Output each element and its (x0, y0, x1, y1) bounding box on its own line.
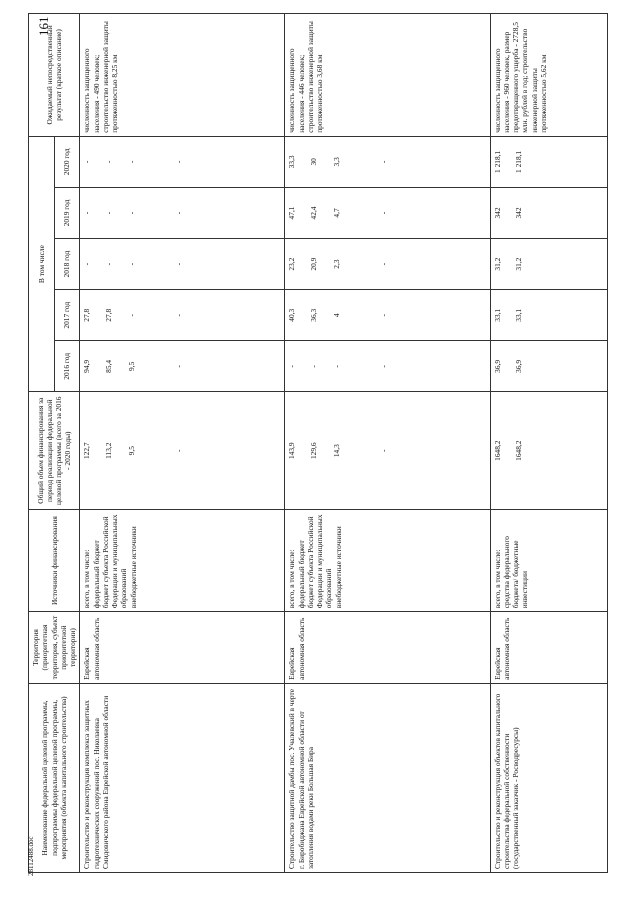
header-including: В том числе (29, 136, 55, 392)
line-y2019: 4,7 (331, 208, 341, 218)
line-y2020: 33,3 (287, 155, 297, 169)
table-row (285, 14, 490, 873)
line-y2018: 2,3 (331, 259, 341, 269)
line-y2017: 40,3 (287, 308, 297, 322)
line-y2019: 42,4 (308, 206, 318, 220)
row-source-column (285, 510, 490, 612)
line-y2017: - (174, 313, 183, 317)
line-y2018: - (82, 262, 92, 266)
line-y2016: 36,9 (513, 359, 523, 373)
row-y2020-column (285, 136, 490, 187)
row-name: Строительство и реконструкция объектов капитального строительства федеральной собственности (государственный заказчик - Росводресурсы) (490, 683, 607, 872)
table-row (80, 14, 285, 873)
line-y2020: 30 (308, 158, 318, 166)
row-y2019-column (285, 187, 490, 238)
row-y2017-column (490, 290, 607, 341)
line-y2018: - (126, 262, 136, 266)
line-y2020: 1 218,1 (513, 150, 523, 173)
row-y2018-column (490, 239, 607, 290)
line-y2020: - (103, 160, 113, 164)
header-result: Ожидаемый непосредственный результат (краткое описание) (29, 14, 80, 137)
line-y2018: - (103, 262, 113, 266)
line-total: 122,7 (82, 442, 92, 460)
line-y2018: 23,2 (287, 257, 297, 271)
row-y2016-column (80, 341, 285, 392)
line-y2020: 1 218,1 (492, 150, 502, 173)
row-y2018-column (80, 239, 285, 290)
header-year-2018: 2018 год (54, 239, 80, 290)
header-year-2017: 2017 год (54, 290, 80, 341)
line-source: внебюджетные источники (333, 526, 343, 609)
line-y2017: 33,1 (492, 308, 502, 322)
line-y2020: 3,3 (331, 157, 341, 167)
row-name: Строительство и реконструкция комплекса защитных гидротехнических сооружений пос. Николаевка Смидовичского района Еврейской автономной области (80, 683, 285, 872)
row-y2018-column (285, 239, 490, 290)
row-total-column (490, 392, 607, 510)
row-y2020-column (80, 136, 285, 187)
line-y2020: - (379, 160, 389, 164)
line-y2020: - (174, 160, 183, 164)
line-y2018: - (379, 262, 389, 266)
row-y2020-column (490, 136, 607, 187)
row-result: численность защищенного населения - 960 человек, размер предотвращенного ущерба - 2728,5 млн. рублей в год; строительство инженерной защиты протяженностью 5,62 км (490, 14, 607, 137)
line-y2016: 36,9 (492, 359, 502, 373)
table-row (490, 14, 607, 873)
line-total: 129,6 (308, 442, 318, 460)
line-y2018: 20,9 (308, 257, 318, 271)
row-name: Строительство защитной дамбы пос. Учалевский в черте г. Биробиджана Еврейской автономной области от затопления водами реки Большая Бира (285, 683, 490, 872)
line-y2019: 342 (513, 207, 523, 219)
line-total: - (174, 449, 183, 452)
line-y2017: 27,8 (103, 308, 113, 322)
line-total: 9,5 (126, 446, 136, 456)
line-total: 143,9 (287, 442, 297, 460)
header-sources: Источники финансирования (29, 510, 80, 612)
line-y2016: - (379, 365, 389, 368)
line-total: - (379, 449, 389, 452)
line-y2016: 85,4 (103, 359, 113, 373)
line-y2019: - (174, 211, 183, 215)
line-y2017: - (379, 313, 389, 317)
line-y2016: 9,5 (126, 361, 136, 371)
header-year-2019: 2019 год (54, 187, 80, 238)
row-y2016-column (285, 341, 490, 392)
line-y2016: 94,9 (82, 359, 92, 373)
line-y2018: 31,2 (513, 257, 523, 271)
row-result: численность защищенного населения - 446 человек; строительство инженерной защиты протяженностью 3,68 км (285, 14, 490, 137)
row-y2016-column (490, 341, 607, 392)
program-table-sheet (28, 13, 585, 873)
footer-filename: 28112488.doc (27, 836, 35, 876)
row-source-column (490, 510, 607, 612)
line-total: 113,2 (103, 442, 113, 459)
row-territory: Еврейская автономная область (285, 612, 490, 684)
line-source: федеральный бюджет (91, 540, 101, 609)
line-y2019: - (103, 211, 113, 215)
line-y2020: - (82, 160, 92, 164)
row-y2019-column (80, 187, 285, 238)
row-total-column (80, 392, 285, 510)
row-total-column (285, 392, 490, 510)
line-y2020: - (126, 160, 136, 164)
header-name: Наименование федеральной целевой программы, подпрограммы федеральной целевой программы, мероприятия (объекта капитального строительства) (29, 683, 80, 872)
line-source: федеральный бюджет (296, 540, 306, 609)
line-source: средства федерального бюджета/ бюджетные инвестиции (501, 535, 530, 609)
line-y2016: - (331, 365, 341, 368)
line-y2019: 342 (492, 207, 502, 219)
row-y2017-column (80, 290, 285, 341)
header-territory: Территория (приоритетная территория, субъект приоритетной территории) (29, 612, 80, 684)
header-total: Общий объем финансирования за период реализации федеральной целевой программы (всего за 2016 - 2020 годы) (29, 392, 80, 510)
page-number-text: 161 (36, 16, 51, 36)
line-y2019: - (82, 211, 92, 215)
line-y2017: 4 (331, 313, 341, 318)
line-y2016: - (287, 365, 297, 368)
table-body (80, 14, 608, 873)
row-result: численность защищенного населения - 490 человек; строительство инженерной защиты протяженностью 8,25 км (80, 14, 285, 137)
line-source: всего, в том числе: (492, 549, 502, 609)
line-y2017: 36,3 (308, 308, 318, 322)
row-territory: Еврейская автономная область (80, 612, 285, 684)
line-y2019: - (126, 211, 136, 215)
header-year-2020: 2020 год (54, 136, 80, 187)
line-y2017: - (126, 313, 136, 317)
row-source-column (80, 510, 285, 612)
line-source: бюджет субъекта Российской Федерации и муниципальных образований (305, 514, 334, 609)
line-y2016: - (308, 365, 318, 368)
line-source: всего, в том числе: (287, 549, 297, 609)
line-source: внебюджетные источники (128, 526, 138, 609)
line-source: бюджет субъекта Российской Федерации и муниципальных образований (100, 514, 129, 609)
row-y2017-column (285, 290, 490, 341)
header-year-2016: 2016 год (54, 341, 80, 392)
line-y2019: - (379, 211, 389, 215)
line-source: всего, в том числе: (82, 549, 92, 609)
row-territory: Еврейская автономная область (490, 612, 607, 684)
line-y2017: 27,8 (82, 308, 92, 322)
line-total: 1648,2 (492, 440, 502, 461)
line-y2016: - (174, 365, 183, 368)
row-y2019-column (490, 187, 607, 238)
line-total: 1648,2 (513, 440, 523, 461)
line-y2018: - (174, 262, 183, 266)
line-y2019: 47,1 (287, 206, 297, 220)
program-table (28, 13, 608, 873)
line-y2017: 33,1 (513, 308, 523, 322)
line-y2018: 31,2 (492, 257, 502, 271)
line-total: 14,3 (331, 444, 341, 458)
